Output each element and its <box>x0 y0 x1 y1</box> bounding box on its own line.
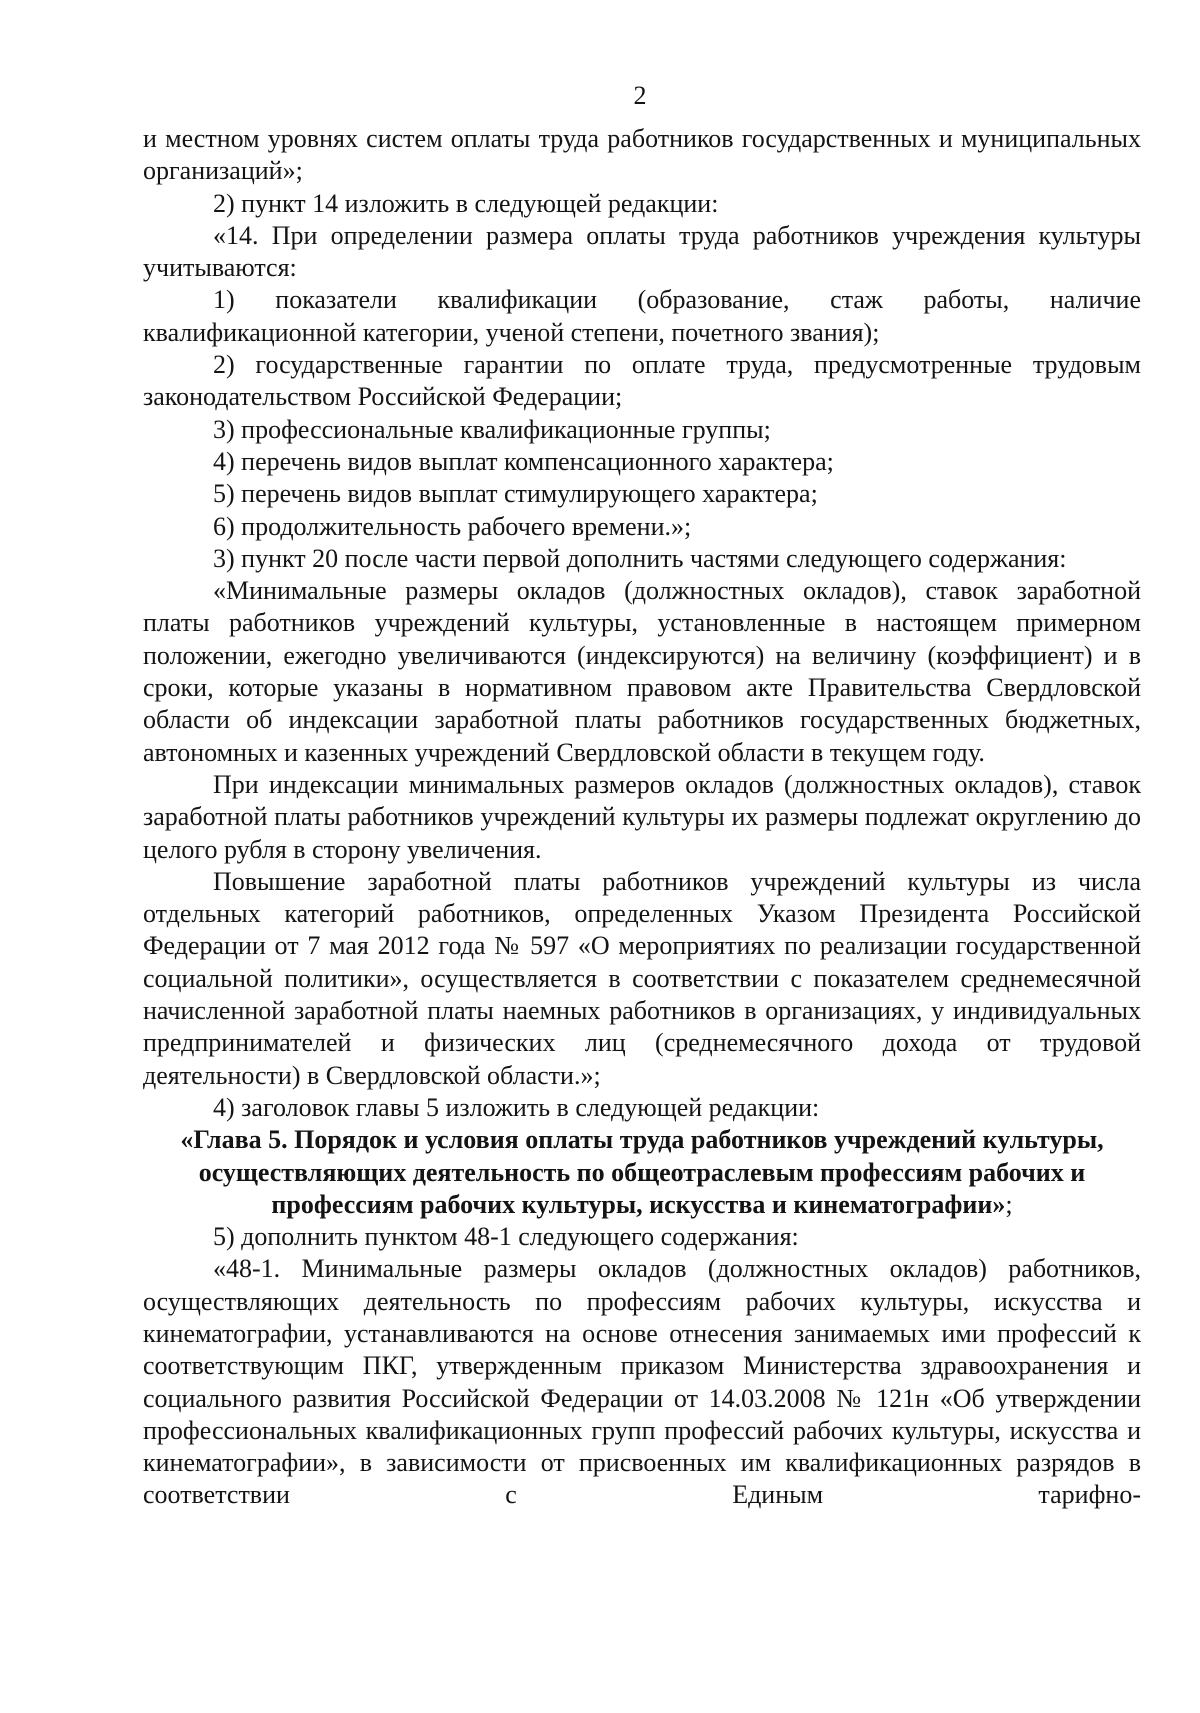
paragraph-minimum-salaries: «Минимальные размеры окладов (должностных окладов), ставок заработной платы работников учреждений культуры, установленные в настоящем примерном положении, ежегодно увеличиваются (индексируются) на величину (коэффициент) и в сроки, которые указаны в нормативном правовом акте Правительства Свердловской области об индексации заработной платы работников государственных бюджетных, автономных и казенных учреждений Свердловской области в текущем году. <box>143 576 1141 767</box>
paragraph-clause-14: «14. При определении размера оплаты труда работников учреждения культуры учитываются: <box>143 220 1141 283</box>
list-item-1: 1) показатели квалификации (образование, стаж работы, наличие квалификационной категории, ученой степени, почетного звания); <box>143 285 1141 347</box>
paragraph-item-3: 3) пункт 20 после части первой дополнить частями следующего содержания: <box>213 543 1067 573</box>
paragraph-item-4: 4) заголовок главы 5 изложить в следующей редакции: <box>213 1092 820 1122</box>
chapter-heading-text: «Глава 5. Порядок и условия оплаты труда работников учреждений культуры, осуществляющих деятельность по общеотраслевым профессиям рабочих и профессиям рабочих культуры, искусства и кинематографии» <box>180 1125 1104 1219</box>
page-number: 2 <box>633 81 647 110</box>
paragraph-clause-48-1: «48-1. Минимальные размеры окладов (должностных окладов) работников, осуществляющих деятельность по профессиям рабочих культуры, искусства и кинематографии, устанавливаются на основе отнесения занимаемых ими профессий к соответствующим ПКГ, утвержденным приказом Министерства здравоохранения и социального развития Российской Федерации от 14.03.2008 № 121н «Об утверждении профессиональных квалификационных групп профессий рабочих культуры, искусства и кинематографии», в зависимости от присвоенных им квалификационных разрядов в соответствии с Единым тарифно- <box>143 1254 1141 1510</box>
paragraph-salary-increase: Повышение заработной платы работников учреждений культуры из числа отдельных категорий работников, определенных Указом Президента Российской Федерации от 7 мая 2012 года № 597 «О мероприятиях по реализации государственной социальной политики», осуществляется в соответствии с показателем среднемесячной начисленной заработной платы наемных работников в организациях, у индивидуальных предпринимателей и физических лиц (среднемесячного дохода от трудовой деятельности) в Свердловской области.»; <box>143 866 1141 1090</box>
list-item-6: 6) продолжительность рабочего времени.»; <box>213 511 692 541</box>
paragraph-indexation: При индексации минимальных размеров окладов (должностных окладов), ставок заработной платы работников учреждений культуры их размеры подлежат округлению до целого рубля в сторону увеличения. <box>143 769 1141 864</box>
document-body <box>143 123 1141 1512</box>
paragraph-item-5: 5) дополнить пунктом 48-1 следующего содержания: <box>213 1222 799 1252</box>
paragraph-continuation: и местном уровнях систем оплаты труда работников государственных и муниципальных организаций»; <box>143 124 1141 186</box>
list-item-3: 3) профессиональные квалификационные группы; <box>213 414 771 444</box>
chapter-heading-punctuation: ; <box>1005 1189 1013 1219</box>
list-item-5: 5) перечень видов выплат стимулирующего характера; <box>213 479 818 509</box>
paragraph-item-2: 2) пункт 14 изложить в следующей редакции: <box>213 188 719 218</box>
list-item-4: 4) перечень видов выплат компенсационного характера; <box>213 446 834 476</box>
chapter-heading <box>143 1124 1141 1221</box>
list-item-2: 2) государственные гарантии по оплате труда, предусмотренные трудовым законодательством Российской Федерации; <box>143 350 1141 412</box>
